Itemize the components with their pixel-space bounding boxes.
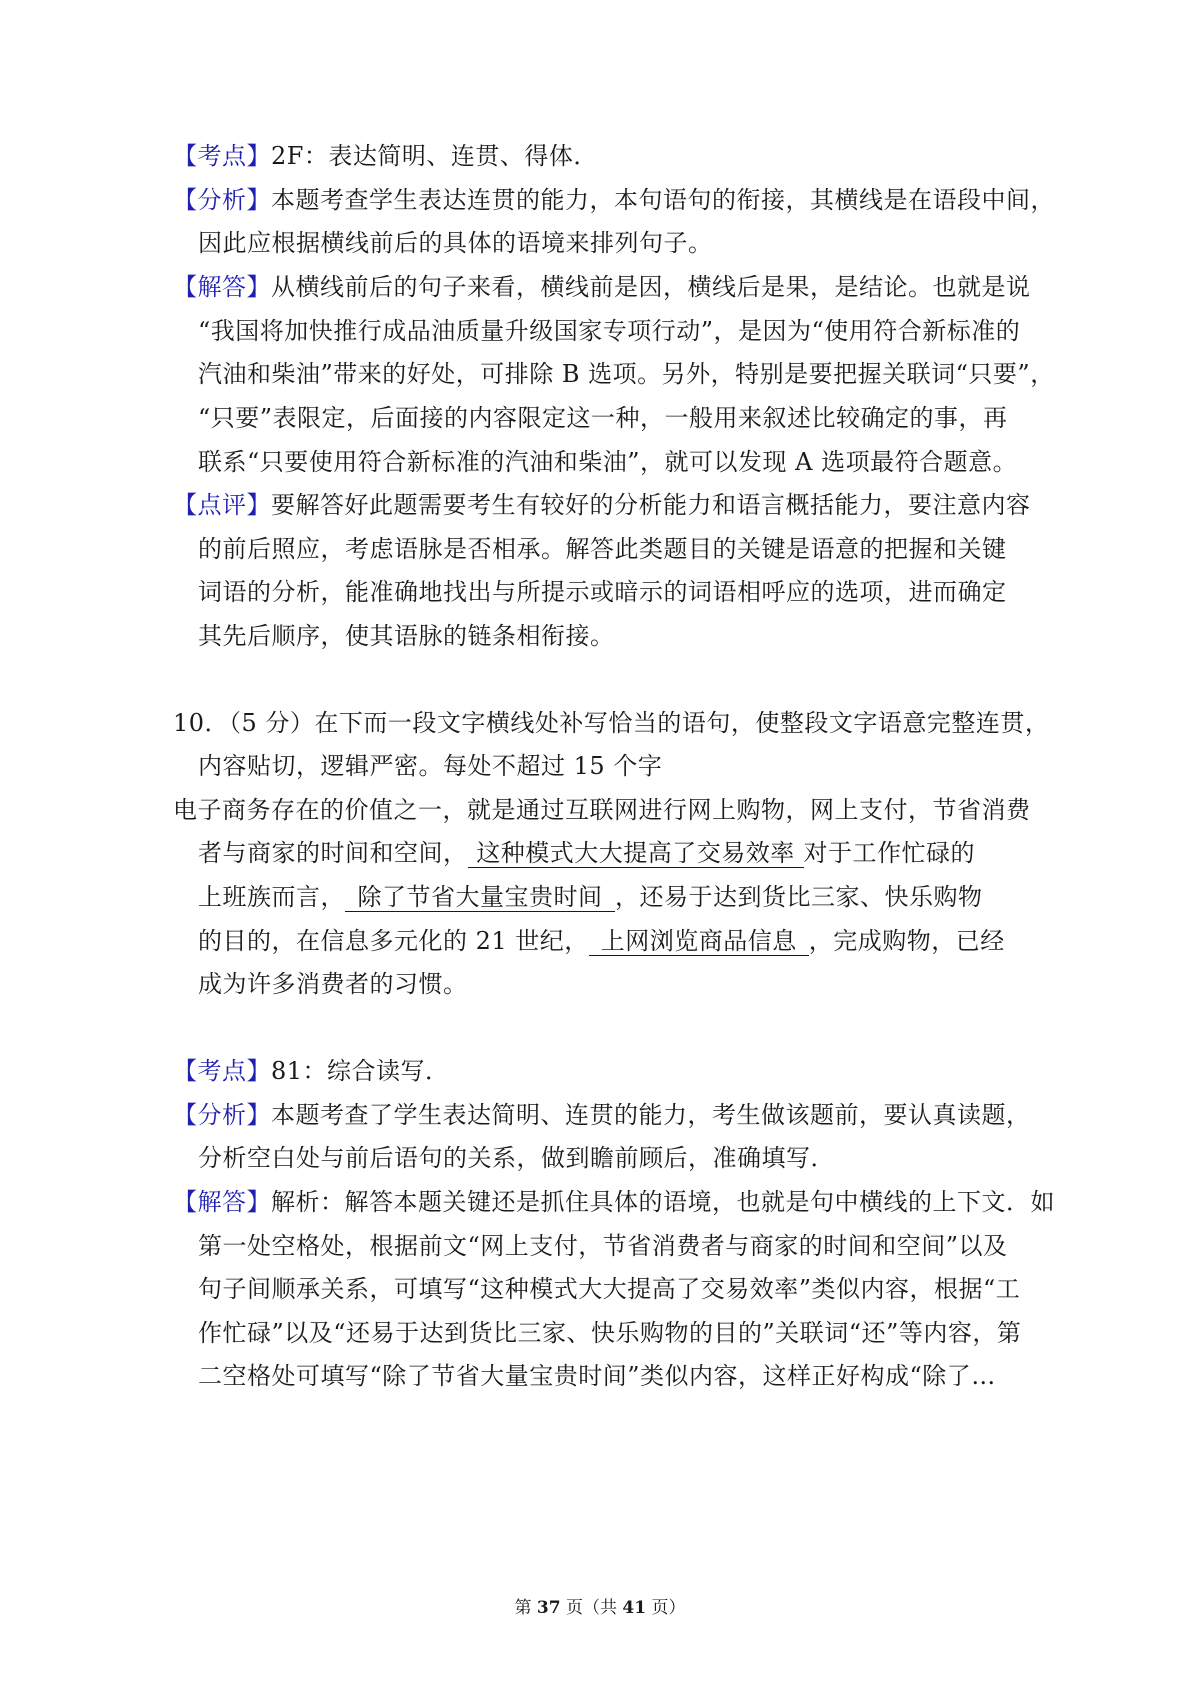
footer-text: 第 — [514, 1598, 537, 1618]
kaodian-tag: 【考点】 — [173, 142, 271, 170]
question-10-passage: 电子商务存在的价值之一，就是通过互联网进行网上购物，网上支付，节省消费 — [173, 796, 1031, 824]
dianping-text-cont: 其先后顺序，使其语脉的链条相衔接。 — [198, 622, 615, 650]
footer-text: 页） — [646, 1598, 686, 1618]
jieda-text-cont: 联系“只要使用符合新标准的汽油和柴油”，就可以发现 A 选项最符合题意。 — [198, 448, 1018, 476]
jieda-tag: 【解答】 — [173, 1188, 271, 1216]
dianping-text: 要解答好此题需要考生有较好的分析能力和语言概括能力，要注意内容 — [271, 491, 1031, 519]
jieda-text-cont: “我国将加快推行成品油质量升级国家专项行动”，是因为“使用符合新标准的 — [198, 317, 1021, 345]
jieda-text-cont: 第一处空格处，根据前文“网上支付，节省消费者与商家的时间和空间”以及 — [198, 1232, 1008, 1260]
fenxi-line — [173, 1098, 1200, 1132]
passage-text: 的目的，在信息多元化的 21 世纪， — [198, 927, 589, 955]
question-10-title-cont: 内容贴切，逻辑严密。每处不超过 15 个字 — [198, 752, 663, 780]
question-10-passage — [198, 836, 1200, 870]
jieda-text-cont: 作忙碌”以及“还易于达到货比三家、快乐购物的目的”关联词“还”等内容，第 — [198, 1319, 1022, 1347]
passage-text: ，还易于达到货比三家、快乐购物 — [615, 883, 983, 911]
fenxi-tag: 【分析】 — [173, 1101, 271, 1129]
answer-blank-3: 上网浏览商品信息 — [589, 927, 809, 956]
jieda-tag: 【解答】 — [173, 273, 271, 301]
fenxi-line — [173, 183, 1200, 217]
fenxi-tag: 【分析】 — [173, 186, 271, 214]
page-number: 37 — [536, 1598, 561, 1618]
jieda-text: 从横线前后的句子来看，横线前是因，横线后是果，是结论。也就是说 — [271, 273, 1031, 301]
jieda-text-cont: 句子间顺承关系，可填写“这种模式大大提高了交易效率”类似内容，根据“工 — [198, 1275, 1021, 1303]
jieda-text: 解析：解答本题关键还是抓住具体的语境，也就是句中横线的上下文．如 — [271, 1188, 1055, 1216]
jieda-line — [173, 270, 1200, 304]
question-10-passage: 成为许多消费者的习惯。 — [198, 970, 468, 998]
kaodian-line — [173, 139, 1200, 173]
total-pages: 41 — [622, 1598, 647, 1618]
passage-text: 上班族而言， — [198, 883, 345, 911]
jieda-line — [173, 1185, 1200, 1219]
kaodian-tag: 【考点】 — [173, 1057, 271, 1085]
question-10-passage — [198, 924, 1200, 958]
question-10-passage — [198, 880, 1200, 914]
fenxi-text-cont: 分析空白处与前后语句的关系，做到瞻前顾后，准确填写． — [198, 1144, 835, 1172]
dianping-text-cont: 的前后照应，考虑语脉是否相承。解答此类题目的关键是语意的把握和关键 — [198, 535, 1007, 563]
passage-text: ，完成购物，已经 — [808, 927, 1005, 955]
jieda-text-cont: “只要”表限定，后面接的内容限定这一种，一般用来叙述比较确定的事，再 — [198, 404, 1008, 432]
dianping-tag: 【点评】 — [173, 491, 271, 519]
passage-text: 对于工作忙碌的 — [803, 839, 975, 867]
dianping-line — [173, 488, 1200, 522]
fenxi-text-cont: 因此应根据横线前后的具体的语境来排列句子。 — [198, 229, 713, 257]
jieda-text-cont: 汽油和柴油”带来的好处，可排除 B 选项。另外，特别是要把握关联词“只要”， — [198, 360, 1055, 388]
page-footer — [0, 1596, 1200, 1620]
question-10-title: 10．（5 分）在下而一段文字横线处补写恰当的语句，使整段文字语意完整连贯， — [173, 709, 1050, 737]
dianping-text-cont: 词语的分析，能准确地找出与所提示或暗示的词语相呼应的选项，进而确定 — [198, 578, 1007, 606]
kaodian-text: 2F：表达简明、连贯、得体． — [271, 142, 598, 170]
kaodian-text: 81：综合读写． — [271, 1057, 450, 1085]
footer-text: 页（共 — [560, 1598, 623, 1618]
jieda-text-cont: 二空格处可填写“除了节省大量宝贵时间”类似内容，这样正好构成“除了… — [198, 1362, 996, 1390]
fenxi-text: 本题考查了学生表达简明、连贯的能力，考生做该题前，要认真读题， — [271, 1101, 1031, 1129]
answer-blank-2: 除了节省大量宝贵时间 — [345, 883, 615, 912]
fenxi-text: 本题考查学生表达连贯的能力，本句语句的衔接，其横线是在语段中间， — [271, 186, 1055, 214]
passage-text: 者与商家的时间和空间， — [198, 839, 468, 867]
kaodian-line — [173, 1054, 1200, 1088]
answer-blank-1: 这种模式大大提高了交易效率 — [468, 839, 804, 868]
